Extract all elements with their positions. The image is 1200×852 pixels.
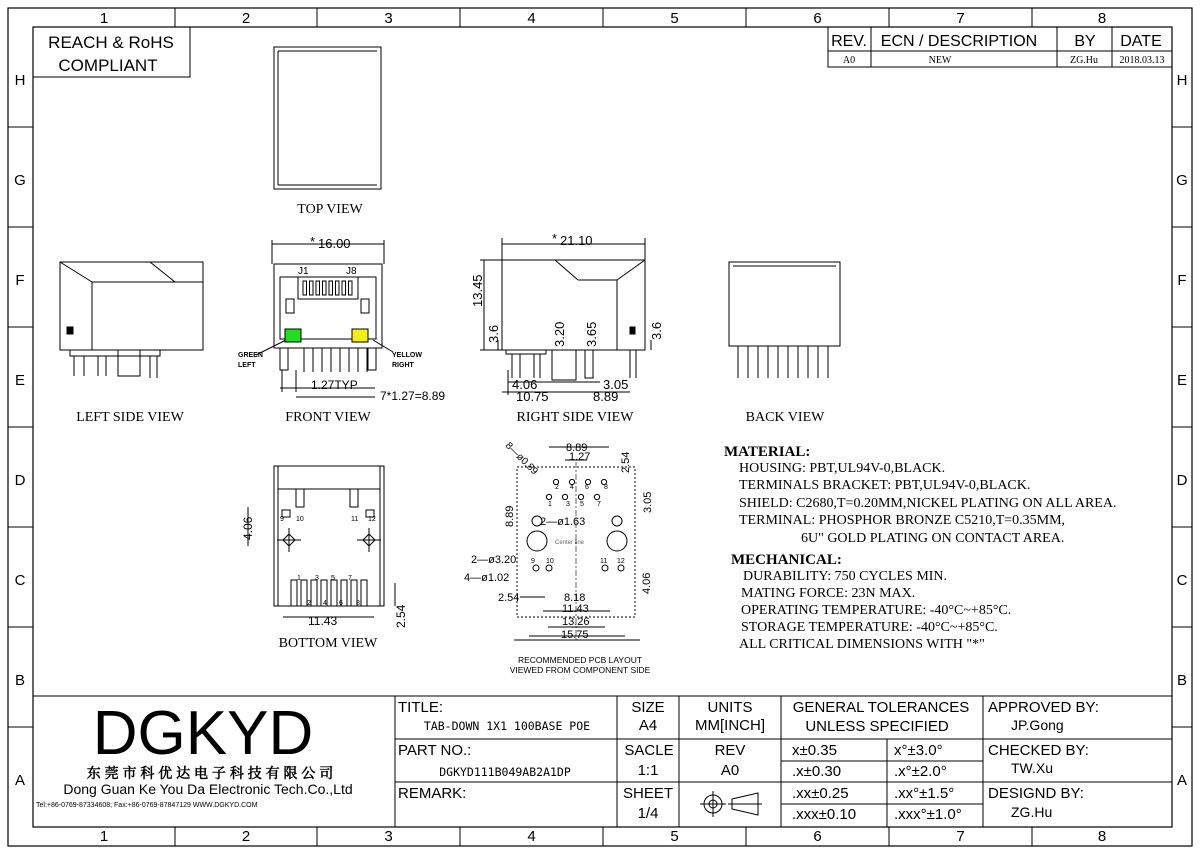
- pcb-pin-8: 8: [604, 484, 608, 491]
- top-view-label: TOP VIEW: [297, 202, 363, 217]
- bot-pin-2: 2: [307, 600, 311, 607]
- zone-row-label: H: [1176, 72, 1188, 89]
- zone-row-label: B: [14, 672, 26, 689]
- compliance-line2: COMPLIANT: [58, 56, 158, 75]
- material-line: SHIELD: C2680,T=0.20MM,NICKEL PLATING ON ALL AREA.: [739, 496, 1117, 511]
- zone-col-label: 8: [1097, 10, 1107, 27]
- tol-title-1: GENERAL TOLERANCES: [792, 699, 970, 716]
- company-contact: Tel:+86-0769-87334608; Fax:+86-0769-87847129 WWW.DGKYD.COM: [36, 802, 258, 809]
- rev-header-ecn: ECN / DESCRIPTION: [880, 33, 1038, 50]
- pcb-hole: [562, 494, 567, 499]
- pcb-hole: [546, 565, 552, 571]
- zone-row-label: E: [1176, 372, 1188, 389]
- tol-linear: .xxx±0.10: [792, 806, 857, 823]
- rev-row-ecn: NEW: [928, 55, 952, 66]
- front-post: [368, 348, 376, 370]
- front-contact: [316, 281, 320, 295]
- scale-label: SACLE: [624, 742, 674, 759]
- dim-1075: 10.75: [516, 389, 549, 404]
- rev-value: A0: [720, 762, 740, 779]
- tol-linear: x±0.35: [792, 742, 837, 759]
- bot-pin-6: 6: [339, 600, 343, 607]
- material-line: TERMINALS BRACKET: PBT,UL94V-0,BLACK.: [739, 478, 1031, 493]
- dim-bot-254: 2.54: [394, 604, 408, 628]
- tol-linear: .xx±0.25: [792, 785, 849, 802]
- rev-row-by: ZG.Hu: [1069, 55, 1099, 66]
- pcb-pin-10: 10: [546, 558, 554, 565]
- pcb-pin-11: 11: [600, 558, 608, 565]
- company-name-en: Dong Guan Ke You Da Electronic Tech.Co.,Ltd: [63, 781, 353, 797]
- dim-36a: 3.6: [486, 324, 501, 343]
- pcb-caption-2: VIEWED FROM COMPONENT SIDE: [509, 665, 651, 675]
- zone-col-label: 2: [241, 10, 251, 27]
- zone-col-label: 4: [527, 10, 536, 27]
- bot-pin-1: 1: [297, 575, 301, 582]
- back-view: [729, 262, 840, 425]
- pcb-163: 2—ø1.63: [540, 516, 586, 528]
- material-line: 6U" GOLD PLATING ON CONTACT AREA.: [801, 531, 1065, 546]
- remark-label: REMARK:: [398, 785, 467, 802]
- pcb-pin-6: 6: [585, 484, 589, 491]
- bottom-pin: [311, 580, 317, 606]
- zone-row-label: G: [1176, 172, 1188, 189]
- pcb-pin-3: 3: [566, 501, 570, 508]
- tol-title-2: UNLESS SPECIFIED: [805, 718, 949, 735]
- zone-row-label: E: [14, 372, 26, 389]
- pcb-102: 4—ø1.02: [464, 572, 510, 584]
- dim-36b: 3.6: [649, 321, 664, 340]
- pcb-caption-1: RECOMMENDED PCB LAYOUT: [517, 655, 643, 665]
- dim-pitch-total: 7*1.27=8.89: [380, 389, 446, 403]
- size-value: A4: [638, 717, 658, 734]
- pcb-dim-889v: 8.89: [504, 505, 516, 527]
- zone-row-label: C: [1176, 572, 1188, 589]
- zone-row-label: F: [1177, 272, 1187, 289]
- units-label: UNITS: [707, 699, 753, 716]
- dim-bot-1143: 11.43: [308, 614, 338, 628]
- company-logo: DGKYD: [92, 699, 314, 768]
- mechanical-line: ALL CRITICAL DIMENSIONS WITH "*": [739, 637, 985, 652]
- top-view: [274, 47, 381, 217]
- scale-value: 1:1: [637, 762, 659, 779]
- zone-col-label: 5: [670, 828, 679, 845]
- front-contact: [329, 281, 333, 295]
- size-label: SIZE: [631, 699, 665, 716]
- green-led: [285, 329, 301, 342]
- zone-col-label: 2: [241, 828, 251, 845]
- pcb-pin-7: 7: [597, 501, 601, 508]
- front-contact: [323, 281, 327, 295]
- front-contact: [310, 281, 314, 295]
- bot-pin-11: 11: [351, 516, 359, 523]
- bot-pin-10: 10: [296, 516, 304, 523]
- checked-label: CHECKED BY:: [988, 742, 1089, 759]
- pcb-pin-4: 4: [570, 484, 574, 491]
- pcb-dim-127: 1.27: [569, 451, 591, 463]
- bottom-pin: [291, 580, 297, 606]
- bot-pin-3: 3: [315, 575, 319, 582]
- zone-col-label: 3: [384, 828, 393, 845]
- tol-angular: .x°±2.0°: [894, 763, 947, 780]
- bot-pin-4: 4: [323, 600, 327, 607]
- tol-angular: .xx°±1.5°: [894, 785, 955, 802]
- title-label: TITLE:: [398, 699, 444, 716]
- right-view-label: RIGHT SIDE VIEW: [516, 410, 634, 425]
- pcb-hole: [618, 565, 624, 571]
- side-star: *: [552, 231, 558, 246]
- back-view-label: BACK VIEW: [745, 410, 825, 425]
- zone-col-label: 7: [956, 828, 965, 845]
- rev-header-date: DATE: [1120, 33, 1162, 50]
- zone-row-label: G: [14, 172, 26, 189]
- zone-row-label: D: [1176, 472, 1188, 489]
- pcb-hole: [594, 494, 599, 499]
- pcb-center-line: Center line: [555, 540, 585, 546]
- title-block: [33, 696, 1172, 827]
- zone-row-label: C: [14, 572, 26, 589]
- zone-col-label: 5: [670, 10, 679, 27]
- zone-col-label: 1: [99, 10, 109, 27]
- pcb-pin-12: 12: [617, 558, 625, 565]
- pcb-dim-254b: 2.54: [498, 592, 520, 604]
- mechanical-line: MATING FORCE: 23N MAX.: [741, 586, 916, 601]
- projection-icon: [700, 791, 762, 817]
- front-star: *: [310, 234, 316, 249]
- sheet-value: 1/4: [637, 805, 659, 822]
- rev-header-rev: REV.: [831, 33, 867, 50]
- pcb-pin-2: 2: [555, 484, 559, 491]
- label-j8: J8: [346, 266, 357, 277]
- revision-table: [828, 27, 1172, 67]
- pcb-hole: [578, 494, 583, 499]
- rev-row-date: 2018.03.13: [1119, 55, 1165, 66]
- dim-365: 3.65: [584, 321, 599, 347]
- pcb-dim-254: 2.54: [620, 451, 632, 473]
- zone-row-label: H: [14, 72, 26, 89]
- title-value: TAB-DOWN 1X1 100BASE POE: [423, 719, 591, 733]
- front-contact: [342, 281, 346, 295]
- pcb-dim-1575: 15.75: [561, 629, 589, 641]
- checked-value: TW.Xu: [1011, 760, 1054, 776]
- yellow-led: [352, 329, 368, 342]
- dim-pitch: 1.27TYP: [311, 378, 358, 392]
- zone-row-label: D: [14, 472, 26, 489]
- dim-side-width: 21.10: [560, 233, 593, 248]
- rev-row-rev: A0: [842, 55, 856, 66]
- bottom-pin: [361, 580, 367, 606]
- dim-320: 3.20: [552, 321, 567, 347]
- tol-angular: .xxx°±1.0°: [894, 806, 962, 823]
- front-view: [238, 234, 445, 425]
- pcb-layout: [464, 440, 654, 675]
- bot-pin-8: 8: [356, 600, 360, 607]
- label-yellow: YELLOW: [392, 352, 422, 359]
- zone-col-label: 3: [384, 10, 393, 27]
- pcb-dim-818: 8.18: [564, 592, 586, 604]
- front-contact: [349, 281, 353, 295]
- bottom-view: [241, 466, 408, 651]
- dim-406: 4.06: [512, 377, 538, 392]
- mechanical-line: STORAGE TEMPERATURE: -40°C~+85°C.: [741, 620, 998, 635]
- bottom-pin: [331, 580, 337, 606]
- pcb-320: 2—ø3.20: [471, 554, 517, 566]
- designed-value: ZG.Hu: [1011, 804, 1053, 820]
- front-contact: [336, 281, 340, 295]
- mechanical-line: OPERATING TEMPERATURE: -40°C~+85°C.: [741, 603, 1012, 618]
- sheet-label: SHEET: [622, 785, 674, 802]
- bot-pin-12: 12: [368, 516, 376, 523]
- pcb-hole: [533, 565, 539, 571]
- bot-pin-7: 7: [348, 575, 352, 582]
- compliance-box: [33, 27, 190, 77]
- pcb-dim-305: 3.05: [642, 491, 654, 513]
- rev-header-by: BY: [1074, 33, 1096, 50]
- zone-col-label: 1: [99, 828, 109, 845]
- dim-889: 8.89: [593, 389, 619, 404]
- pcb-pin-5: 5: [580, 501, 584, 508]
- material-line: TERMINAL: PHOSPHOR BRONZE C5210,T=0.35MM,: [739, 513, 1066, 528]
- label-right: RIGHT: [392, 362, 414, 369]
- front-view-label: FRONT VIEW: [285, 410, 371, 425]
- dim-bot-406: 4.06: [241, 516, 255, 540]
- zone-col-label: 6: [813, 10, 822, 27]
- dim-front-width: 16.00: [318, 236, 351, 251]
- pcb-pin-9: 9: [531, 558, 535, 565]
- units-value: MM[INCH]: [695, 717, 765, 734]
- bot-pin-5: 5: [331, 575, 335, 582]
- tol-linear: .x±0.30: [792, 763, 842, 780]
- mechanical-line: DURABILITY: 750 CYCLES MIN.: [743, 569, 948, 584]
- pcb-dim-1143: 11.43: [562, 603, 589, 615]
- zone-col-label: 8: [1097, 828, 1107, 845]
- approved-value: JP.Gong: [1011, 717, 1064, 733]
- zone-row-label: A: [1176, 772, 1188, 789]
- pcb-pin-1: 1: [548, 501, 552, 508]
- bottom-view-label: BOTTOM VIEW: [278, 636, 378, 651]
- left-view-label: LEFT SIDE VIEW: [76, 410, 184, 425]
- pcb-8holes: 8—ø0.89: [502, 440, 540, 478]
- spec-notes: [724, 444, 1116, 652]
- zone-row-label: B: [1176, 672, 1188, 689]
- approved-label: APPROVED BY:: [988, 699, 1099, 716]
- zone-col-label: 4: [527, 828, 536, 845]
- pcb-dim-1326: 13.26: [562, 616, 590, 628]
- dim-1345: 13.45: [470, 274, 485, 307]
- label-j1: J1: [298, 266, 309, 277]
- part-label: PART NO.:: [398, 742, 472, 759]
- pcb-dim-889: 8.89: [566, 442, 588, 454]
- label-green: GREEN: [238, 352, 263, 359]
- tol-angular: x°±3.0°: [894, 742, 943, 759]
- material-line: HOUSING: PBT,UL94V-0,BLACK.: [739, 461, 946, 476]
- part-value: DGKYD111B049AB2A1DP: [439, 765, 571, 779]
- designed-label: DESIGND BY:: [988, 785, 1084, 802]
- mechanical-title: MECHANICAL:: [731, 552, 842, 568]
- zone-row-label: F: [15, 272, 25, 289]
- front-post: [280, 348, 288, 370]
- pcb-hole: [602, 565, 608, 571]
- zone-row-label: A: [14, 772, 26, 789]
- compliance-line1: REACH & RoHS: [48, 33, 174, 52]
- pcb-dim-406: 4.06: [641, 572, 653, 594]
- right-side-view: [470, 231, 664, 425]
- rev-label: REV: [714, 742, 746, 759]
- zone-col-label: 6: [813, 828, 822, 845]
- dim-305: 3.05: [603, 377, 629, 392]
- front-contact: [303, 281, 307, 295]
- company-name-cn: 东 莞 市 科 优 达 电 子 科 技 有 限 公 司: [86, 765, 334, 781]
- pcb-hole: [546, 494, 551, 499]
- zone-col-label: 7: [956, 10, 965, 27]
- label-left: LEFT: [238, 362, 256, 369]
- left-side-view: [60, 262, 203, 425]
- material-title: MATERIAL:: [724, 444, 811, 460]
- bot-pin-9: 9: [280, 516, 284, 523]
